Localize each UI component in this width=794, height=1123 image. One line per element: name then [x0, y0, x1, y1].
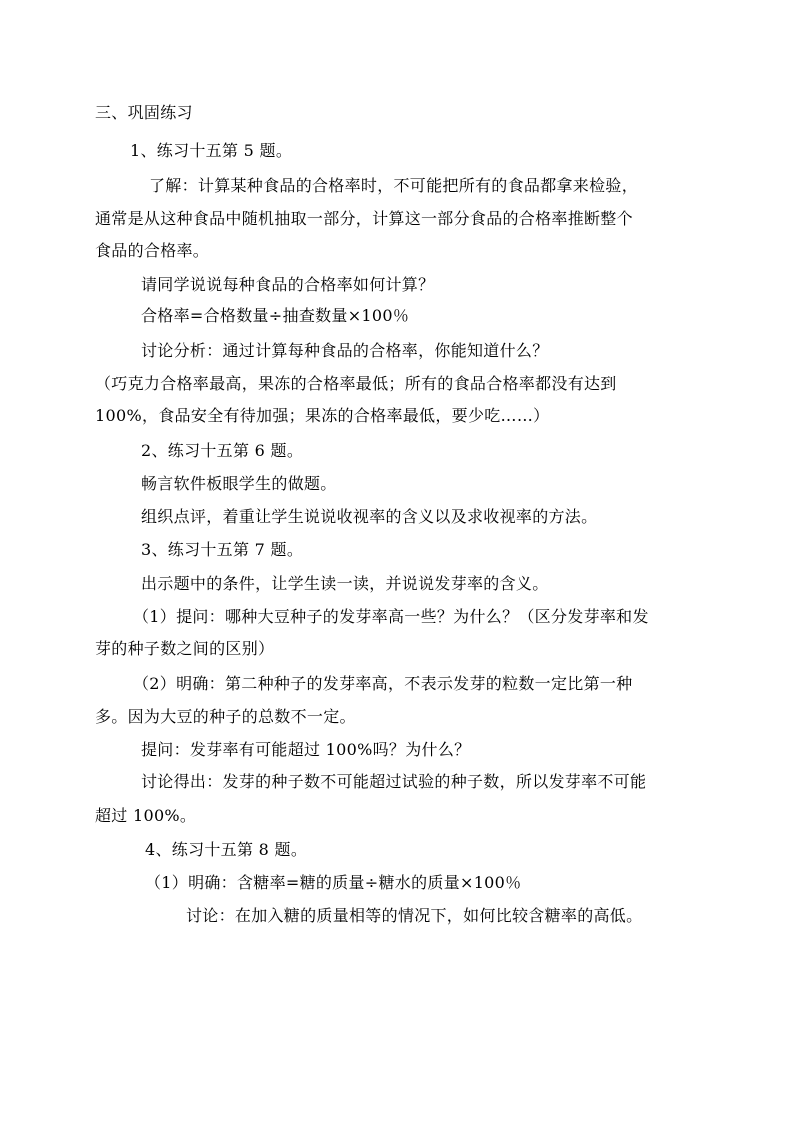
paragraph-line: 超过 100%。: [95, 806, 197, 825]
formula-line: （1）明确：含糖率=糖的质量÷糖水的质量×100％: [145, 873, 522, 892]
paragraph-line: 2、练习十五第 6 题。: [141, 441, 304, 460]
paragraph-line: 芽的种子数之间的区别）: [95, 639, 275, 658]
paragraph-line: 出示题中的条件，让学生读一读，并说说发芽率的含义。: [141, 574, 549, 593]
paragraph-line: 讨论：在加入糖的质量相等的情况下，如何比较含糖率的高低。: [186, 906, 643, 925]
paragraph-line: 1、练习十五第 5 题。: [130, 141, 293, 160]
paragraph-line: （2）明确：第二种种子的发芽率高，不表示发芽的粒数一定比第一种: [133, 674, 633, 693]
paragraph-line: 提问：发芽率有可能超过 100%吗？为什么？: [141, 740, 471, 759]
paragraph-line: 3、练习十五第 7 题。: [141, 540, 304, 559]
paragraph-line: 通常是从这种食品中随机抽取一部分，计算这一部分食品的合格率推断整个: [95, 209, 633, 228]
paragraph-line: 请同学说说每种食品的合格率如何计算？: [141, 275, 435, 294]
paragraph-line: 4、练习十五第 8 题。: [145, 840, 308, 859]
paragraph-line: 讨论分析：通过计算每种食品的合格率，你能知道什么？: [141, 341, 549, 360]
paragraph-line: 讨论得出：发芽的种子数不可能超过试验的种子数，所以发芽率不可能: [141, 772, 647, 791]
paragraph-line: （1）提问：哪种大豆种子的发芽率高一些？为什么？（区分发芽率和发: [133, 607, 649, 626]
paragraph-line: 100%，食品安全有待加强；果冻的合格率最低，要少吃……）: [95, 406, 550, 425]
section-heading: 三、巩固练习: [95, 103, 193, 122]
paragraph-line: 畅言软件板眼学生的做题。: [141, 474, 337, 493]
paragraph-line: （巧克力合格率最高，果冻的合格率最低；所有的食品合格率都没有达到: [95, 374, 617, 393]
paragraph-line: 组织点评，着重让学生说说收视率的含义以及求收视率的方法。: [141, 507, 598, 526]
paragraph-line: 食品的合格率。: [95, 241, 210, 260]
paragraph-line: 了解：计算某种食品的合格率时，不可能把所有的食品都拿来检验，: [149, 176, 639, 195]
paragraph-line: 多。因为大豆的种子的总数不一定。: [95, 707, 356, 726]
formula-line: 合格率=合格数量÷抽查数量×100％: [141, 306, 410, 325]
